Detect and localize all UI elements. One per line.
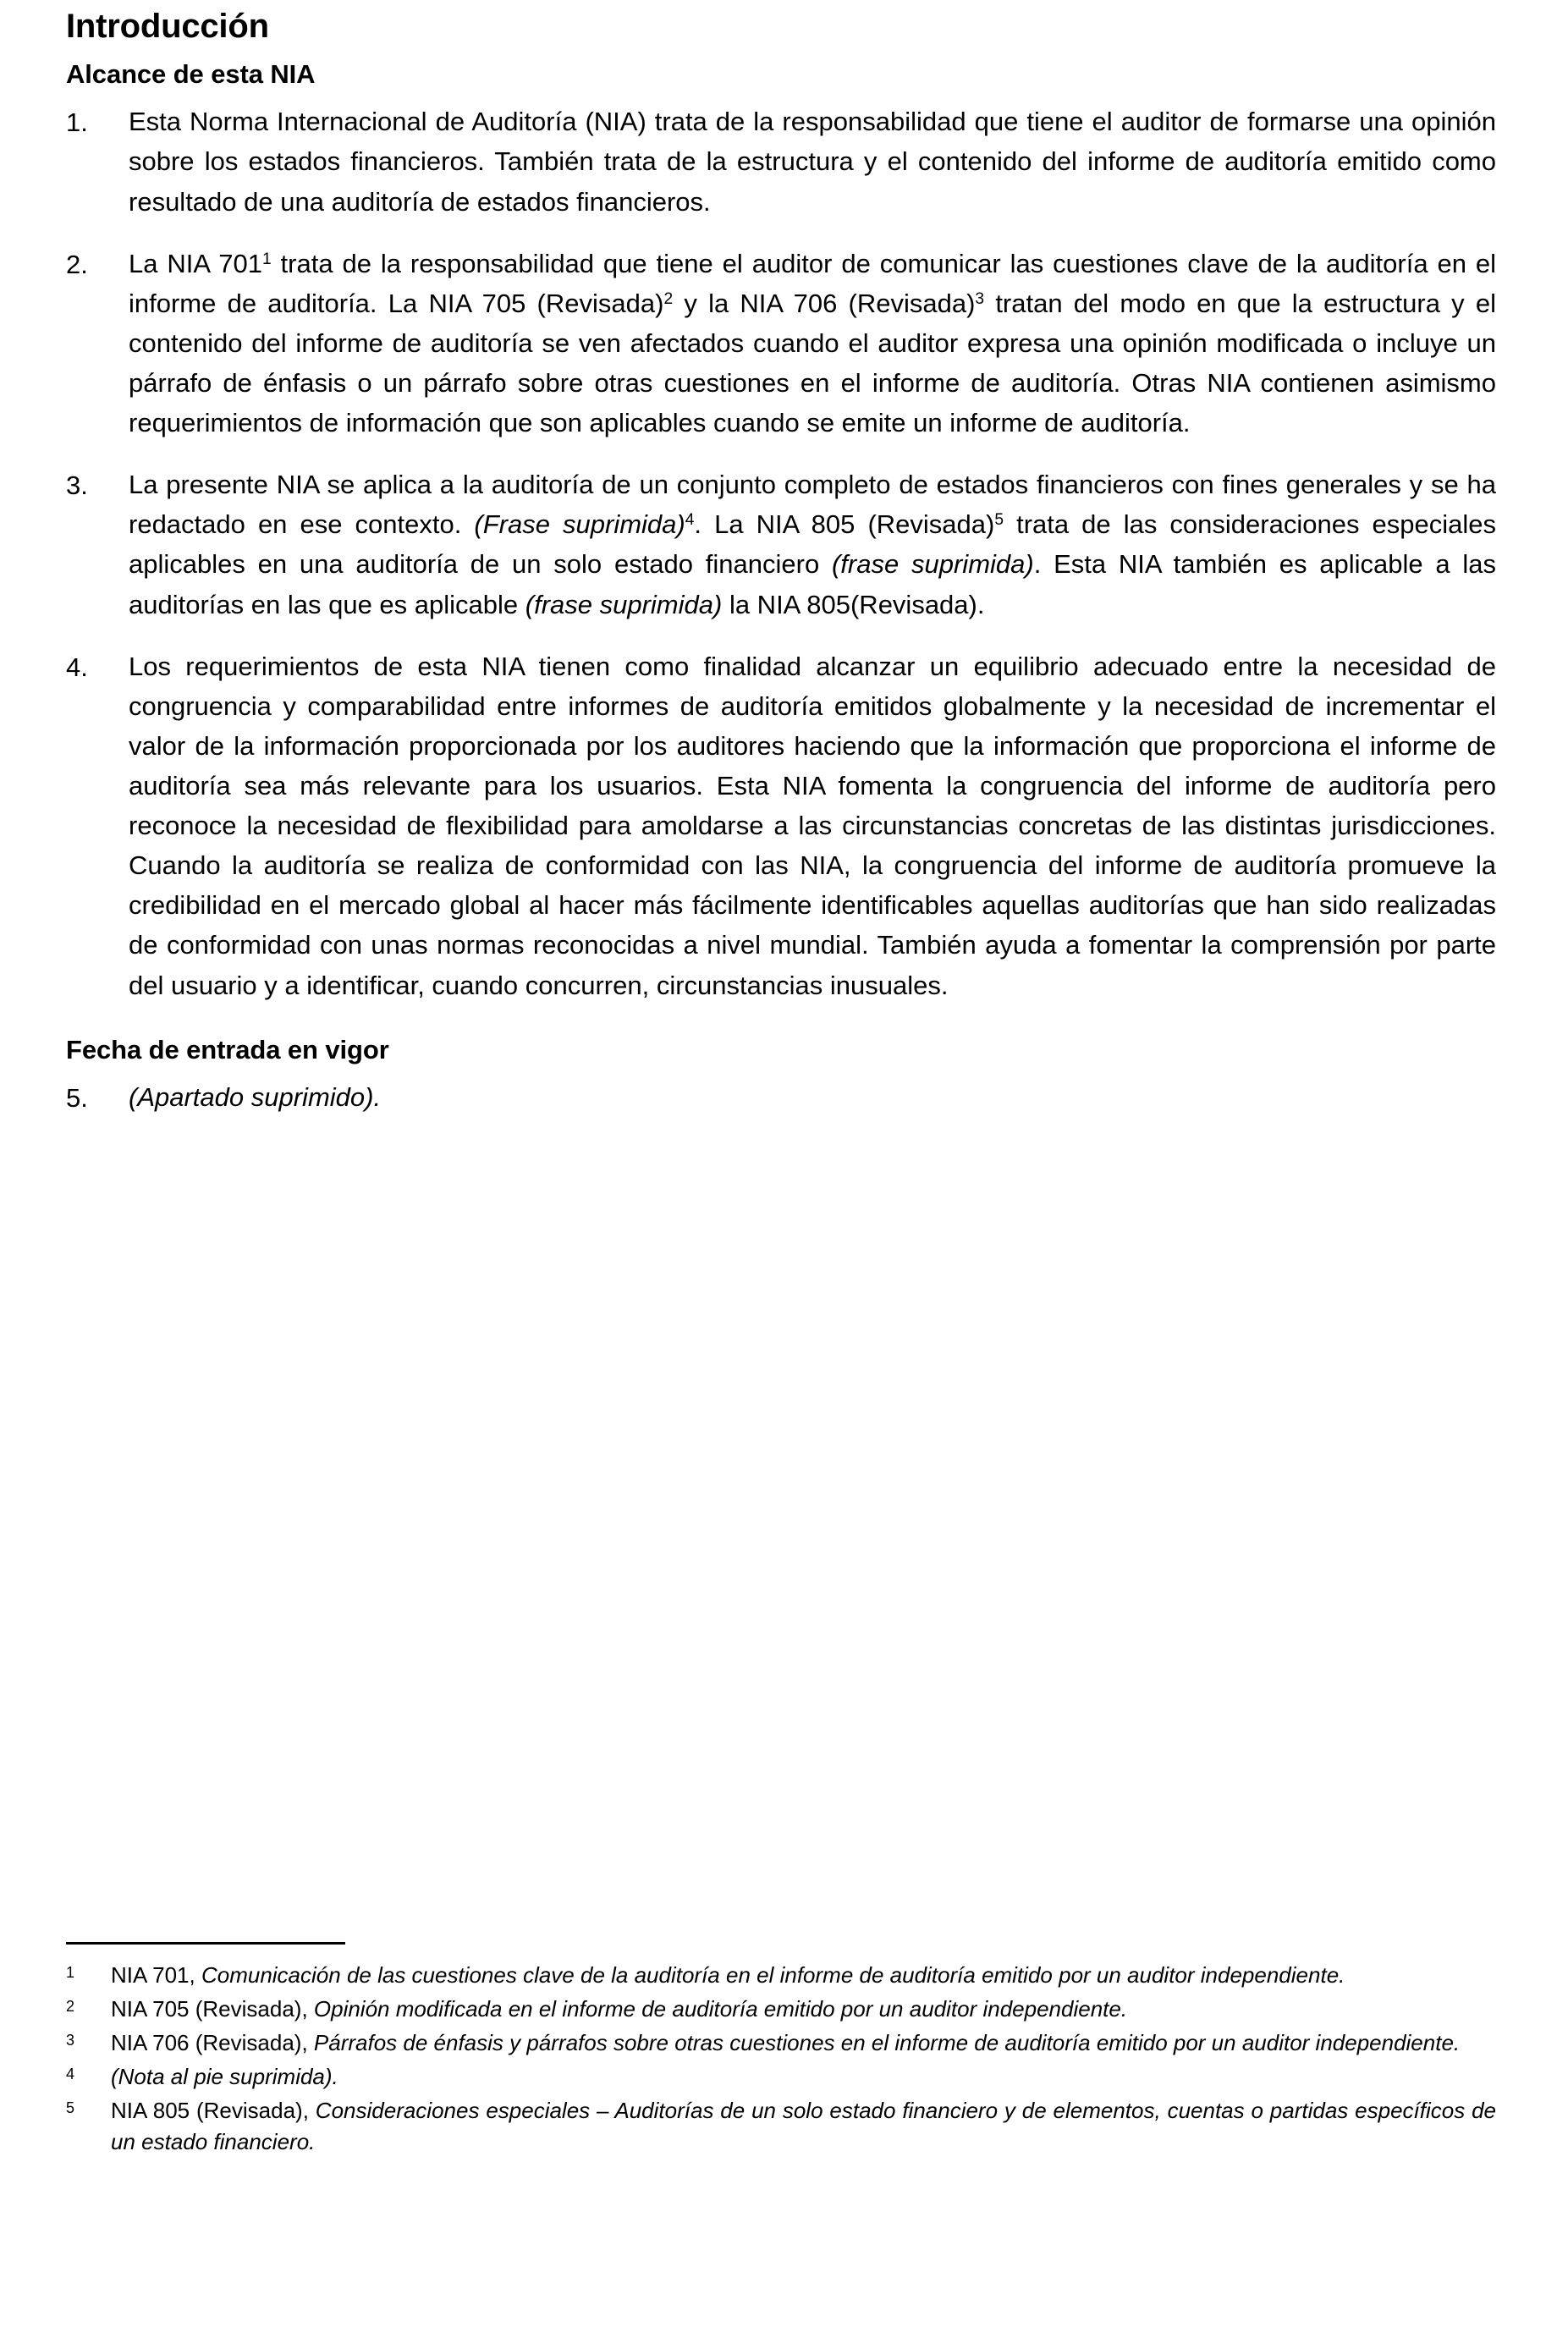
section-heading-fecha: Fecha de entrada en vigor (66, 1034, 389, 1064)
footnote-ref-3[interactable]: 3 (975, 289, 985, 308)
footnote-2-italic: Opinión modificada en el informe de auditoría emitido por un auditor independiente. (313, 1995, 1128, 2022)
paragraph-5-body: (Apartado suprimido). (129, 1081, 382, 1112)
document-content (66, 7, 1496, 1140)
footnote-4-italic: (Nota al pie suprimida). (111, 2063, 338, 2089)
footnote-5-roman: NIA 805 (Revisada), (111, 2097, 316, 2123)
paragraph-3-number: 3. (66, 470, 88, 501)
paragraph-2-text-d: tratan del modo en que la estructura y el contenido del informe de auditoría se ven afectados cuando el auditor expresa una opinión modificada o incluye un párrafo de énfasis o un párrafo sobre otras cuestiones en el informe de auditoría. Otras NIA contienen asimismo requerimientos de información que son aplicables cuando se emite un informe de auditoría. (129, 288, 1497, 438)
footnote-3-roman: NIA 706 (Revisada), (111, 2029, 314, 2055)
footnote-separator-rule (66, 1942, 345, 1945)
footnote-3 (66, 2027, 1496, 2059)
paragraph-3-text-d: . Esta NIA también es aplicable a las auditorías en las que es aplicable (129, 549, 1496, 619)
footnote-2-number: 2 (66, 1997, 75, 2015)
footnote-3-number: 3 (66, 2031, 75, 2049)
footnote-3-italic: Párrafos de énfasis y párrafos sobre otras cuestiones en el informe de auditoría emitido por un auditor independiente. (313, 2029, 1461, 2055)
paragraph-2-text-c: y la NIA 706 (Revisada) (673, 288, 976, 318)
footnote-5 (66, 2095, 1496, 2158)
paragraph-3 (66, 465, 1496, 624)
paragraph-3-body (129, 465, 1496, 624)
paragraph-3-italic-frase-suprimida-3: (frase suprimida) (525, 589, 723, 619)
footnote-2 (66, 1994, 1496, 2025)
footnote-4-number: 4 (66, 2065, 75, 2082)
footnote-ref-2[interactable]: 2 (663, 289, 674, 308)
footnote-3-body (111, 2027, 1496, 2059)
footnote-1-italic: Comunicación de las cuestiones clave de la auditoría en el informe de auditoría emitido por un auditor independiente. (201, 1962, 1345, 1988)
paragraph-5 (66, 1077, 1496, 1118)
footnote-2-body (111, 1994, 1496, 2025)
paragraph-4-number: 4. (66, 652, 88, 682)
page-title: Introducción (66, 8, 269, 45)
footnote-4 (66, 2061, 1496, 2093)
paragraph-2-text-a: La NIA 701 (129, 248, 262, 278)
footnote-2-roman: NIA 705 (Revisada), (111, 1995, 314, 2022)
paragraph-2-number: 2. (66, 249, 88, 279)
paragraph-5-number: 5. (66, 1082, 88, 1113)
footnote-ref-1[interactable]: 1 (261, 250, 272, 268)
footnote-ref-4[interactable]: 4 (685, 511, 695, 530)
paragraph-3-text-e: la NIA 805(Revisada). (722, 589, 985, 619)
footnote-5-italic: Consideraciones especiales – Auditorías de un solo estado financiero y de elementos, cuentas o partidas específicos de un estado financiero. (111, 2097, 1496, 2154)
paragraph-1-body: Esta Norma Internacional de Auditoría (NIA) trata de la responsabilidad que tiene el auditor de formarse una opinión sobre los estados financieros. También trata de la estructura y el contenido del informe de auditoría emitido como resultado de una auditoría de estados financieros. (129, 107, 1496, 217)
paragraph-2-text-b: trata de la responsabilidad que tiene el auditor de comunicar las cuestiones clave de la auditoría en el informe de auditoría. La NIA 705 (Revisada) (129, 248, 1496, 318)
paragraph-1 (66, 102, 1496, 221)
paragraph-3-text-a: La presente NIA se aplica a la auditoría de un conjunto completo de estados financieros con fines generales y se ha redactado en ese contexto. (129, 470, 1496, 540)
paragraph-4 (66, 646, 1496, 1005)
paragraph-3-text-b: . La NIA 805 (Revisada) (694, 509, 995, 540)
paragraph-3-text-c: trata de las consideraciones especiales aplicables en una auditoría de un solo estado financiero (129, 509, 1496, 580)
section-heading-alcance: Alcance de esta NIA (66, 59, 316, 90)
footnote-1-number: 1 (66, 1964, 75, 1981)
footnote-1 (66, 1960, 1496, 1991)
paragraph-2 (66, 244, 1496, 443)
footnote-1-body (111, 1960, 1496, 1991)
footnote-1-roman: NIA 701, (111, 1962, 201, 1988)
footnote-ref-5[interactable]: 5 (994, 511, 1004, 530)
footnote-section (66, 1942, 1496, 2159)
footnote-5-number: 5 (66, 2099, 75, 2116)
paragraph-3-italic-frase-suprimida-2: (frase suprimida) (831, 549, 1034, 580)
paragraph-2-body (129, 244, 1496, 443)
footnote-4-body (111, 2061, 1496, 2093)
paragraph-3-italic-frase-suprimida-1: (Frase suprimida) (474, 509, 685, 540)
paragraph-1-number: 1. (66, 107, 88, 138)
footnote-5-body (111, 2095, 1496, 2158)
paragraph-4-body: Los requerimientos de esta NIA tienen como finalidad alcanzar un equilibrio adecuado entre la necesidad de congruencia y comparabilidad entre informes de auditoría emitidos globalmente y la necesidad de incrementar el valor de la información proporcionada por los auditores haciendo que la información que proporciona el informe de auditoría sea más relevante para los usuarios. Esta NIA fomenta la congruencia del informe de auditoría pero reconoce la necesidad de flexibilidad para amoldarse a las circunstancias concretas de las distintas jurisdicciones. Cuando la auditoría se realiza de conformidad con las NIA, la congruencia del informe de auditoría promueve la credibilidad en el mercado global al hacer más fácilmente identificables aquellas auditorías que han sido realizadas de conformidad con unas normas reconocidas a nivel mundial. También ayuda a fomentar la comprensión por parte del usuario y a identificar, cuando concurren, circunstancias inusuales. (129, 651, 1496, 1000)
